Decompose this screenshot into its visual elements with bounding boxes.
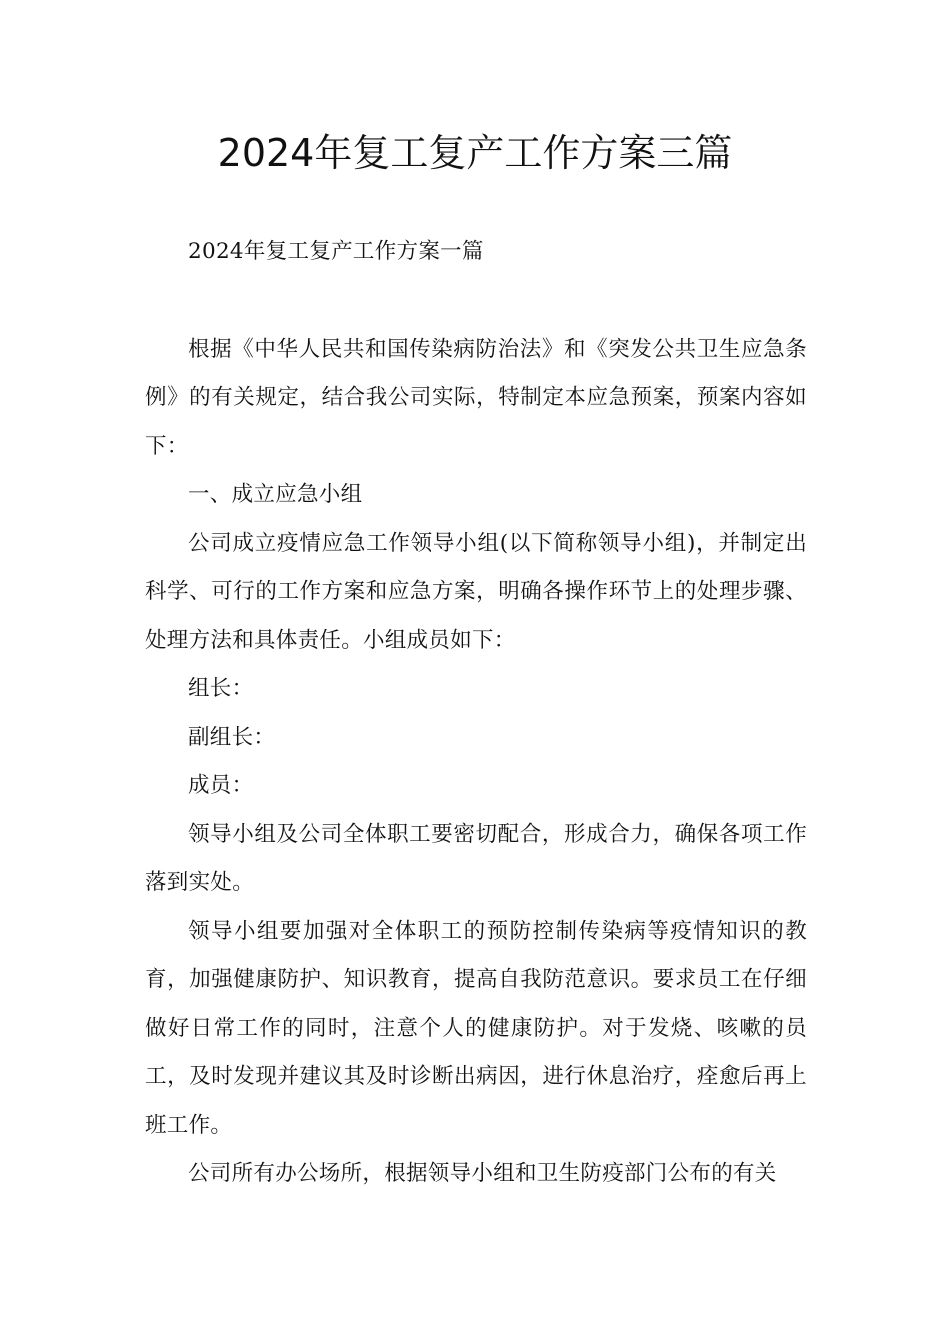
paragraph-group-setup: 公司成立疫情应急工作领导小组(以下简称领导小组)，并制定出科学、可行的工作方案和应急方案，明确各操作环节上的处理步骤、处理方法和具体责任。小组成员如下： — [145, 530, 807, 653]
paragraph-leader: 组长： — [188, 676, 254, 701]
paragraph-offices: 公司所有办公场所，根据领导小组和卫生防疫部门公布的有关 — [188, 1161, 777, 1186]
document-title: 2024年复工复产工作方案三篇 — [217, 131, 733, 175]
document-body — [145, 228, 807, 1199]
paragraph-cooperation: 领导小组及公司全体职工要密切配合，形成合力，确保各项工作落到实处。 — [145, 821, 807, 895]
blank-line — [145, 277, 807, 326]
paragraph-deputy-leader: 副组长： — [188, 724, 276, 750]
paragraph-intro: 根据《中华人民共和国传染病防治法》和《突发公共卫生应急条例》的有关规定，结合我公司实际，特制定本应急预案，预案内容如下： — [145, 336, 807, 459]
section-subtitle: 2024年复工复产工作方案一篇 — [188, 239, 484, 264]
paragraph-members: 成员： — [188, 773, 254, 798]
paragraph-education: 领导小组要加强对全体职工的预防控制传染病等疫情知识的教育，加强健康防护、知识教育，提高自我防范意识。要求员工在仔细做好日常工作的同时，注意个人的健康防护。对于发烧、咳嗽的员工，及时发现并建议其及时诊断出病因，进行休息治疗，痊愈后再上班工作。 — [145, 918, 807, 1138]
section-heading-1: 一、成立应急小组 — [188, 482, 363, 507]
